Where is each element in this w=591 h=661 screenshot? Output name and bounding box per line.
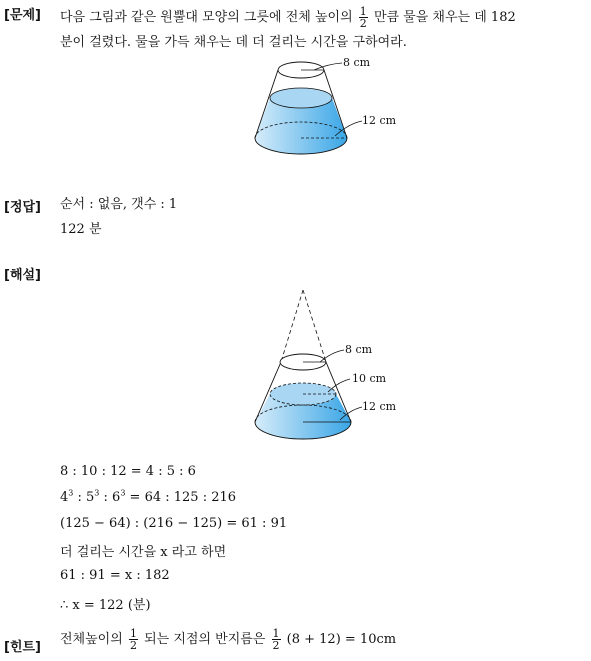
hint-fraction-2 — [272, 628, 281, 651]
hint-line — [60, 628, 396, 651]
equation-let-x: 더 걸리는 시간을 x 라고 하면 — [60, 545, 227, 560]
problem-line-1 — [60, 6, 516, 29]
problem-fraction — [359, 6, 368, 29]
cone-figure — [240, 286, 440, 452]
cone-label-12cm: 12 cm — [362, 400, 397, 413]
problem-text-a: 다음 그림과 같은 원뿔대 모양의 그릇에 전체 높이의 — [60, 10, 353, 25]
apex-left-dashed — [281, 290, 303, 362]
apex-right-dashed — [303, 290, 326, 362]
problem-text-b: 만큼 물을 채우는 데 182 — [373, 10, 516, 25]
fraction-denominator: 2 — [359, 17, 367, 30]
equation-cubes — [60, 490, 236, 505]
fraction-numerator: 1 — [359, 5, 367, 18]
equation-difference: (125 − 64) : (216 − 125) = 61 : 91 — [60, 516, 288, 531]
cone-label-8cm: 8 cm — [345, 343, 373, 356]
problem-line-2: 분이 걸렸다. 물을 가득 채우는 데 더 걸리는 시간을 구하여라. — [60, 35, 407, 50]
hint-text-c: (8 + 12) = 10cm — [286, 632, 397, 647]
equation-ratio: 8 : 10 : 12 = 4 : 5 : 6 — [60, 464, 196, 479]
water-surface — [270, 88, 332, 108]
hint-text-b: 되는 지점의 반지름은 — [144, 632, 266, 647]
answer-label: [정답] — [4, 200, 41, 215]
hint-frac1-den: 2 — [129, 639, 137, 652]
equation-result: ∴ x = 122 (분) — [60, 598, 151, 613]
cone-label-10cm: 10 cm — [352, 372, 387, 385]
eq2-base-c: : 6 — [99, 490, 121, 505]
hint-fraction-1 — [129, 628, 138, 651]
problem-label-12cm: 12 cm — [362, 114, 397, 127]
hint-frac2-num: 1 — [272, 627, 280, 640]
equation-proportion: 61 : 91 = x : 182 — [60, 568, 170, 583]
answer-line-2: 122 분 — [60, 222, 102, 237]
hint-frac2-den: 2 — [272, 639, 280, 652]
hint-label: [힌트] — [4, 640, 41, 655]
problem-label-8cm: 8 cm — [343, 56, 371, 69]
eq2-result: = 64 : 125 : 216 — [125, 490, 237, 505]
explanation-label: [해설] — [4, 268, 41, 283]
eq2-exp-b: 3 — [94, 488, 100, 498]
eq2-exp-c: 3 — [120, 488, 126, 498]
problem-label: [문제] — [4, 8, 41, 23]
frustum-figure — [240, 56, 430, 164]
eq2-base-b: : 5 — [73, 490, 95, 505]
eq2-exp-a: 3 — [68, 488, 74, 498]
hint-text-a: 전체높이의 — [60, 632, 123, 647]
hint-frac1-num: 1 — [129, 627, 137, 640]
answer-line-1: 순서 : 없음, 갯수 : 1 — [60, 197, 178, 212]
eq2-base-a: 4 — [60, 490, 69, 505]
